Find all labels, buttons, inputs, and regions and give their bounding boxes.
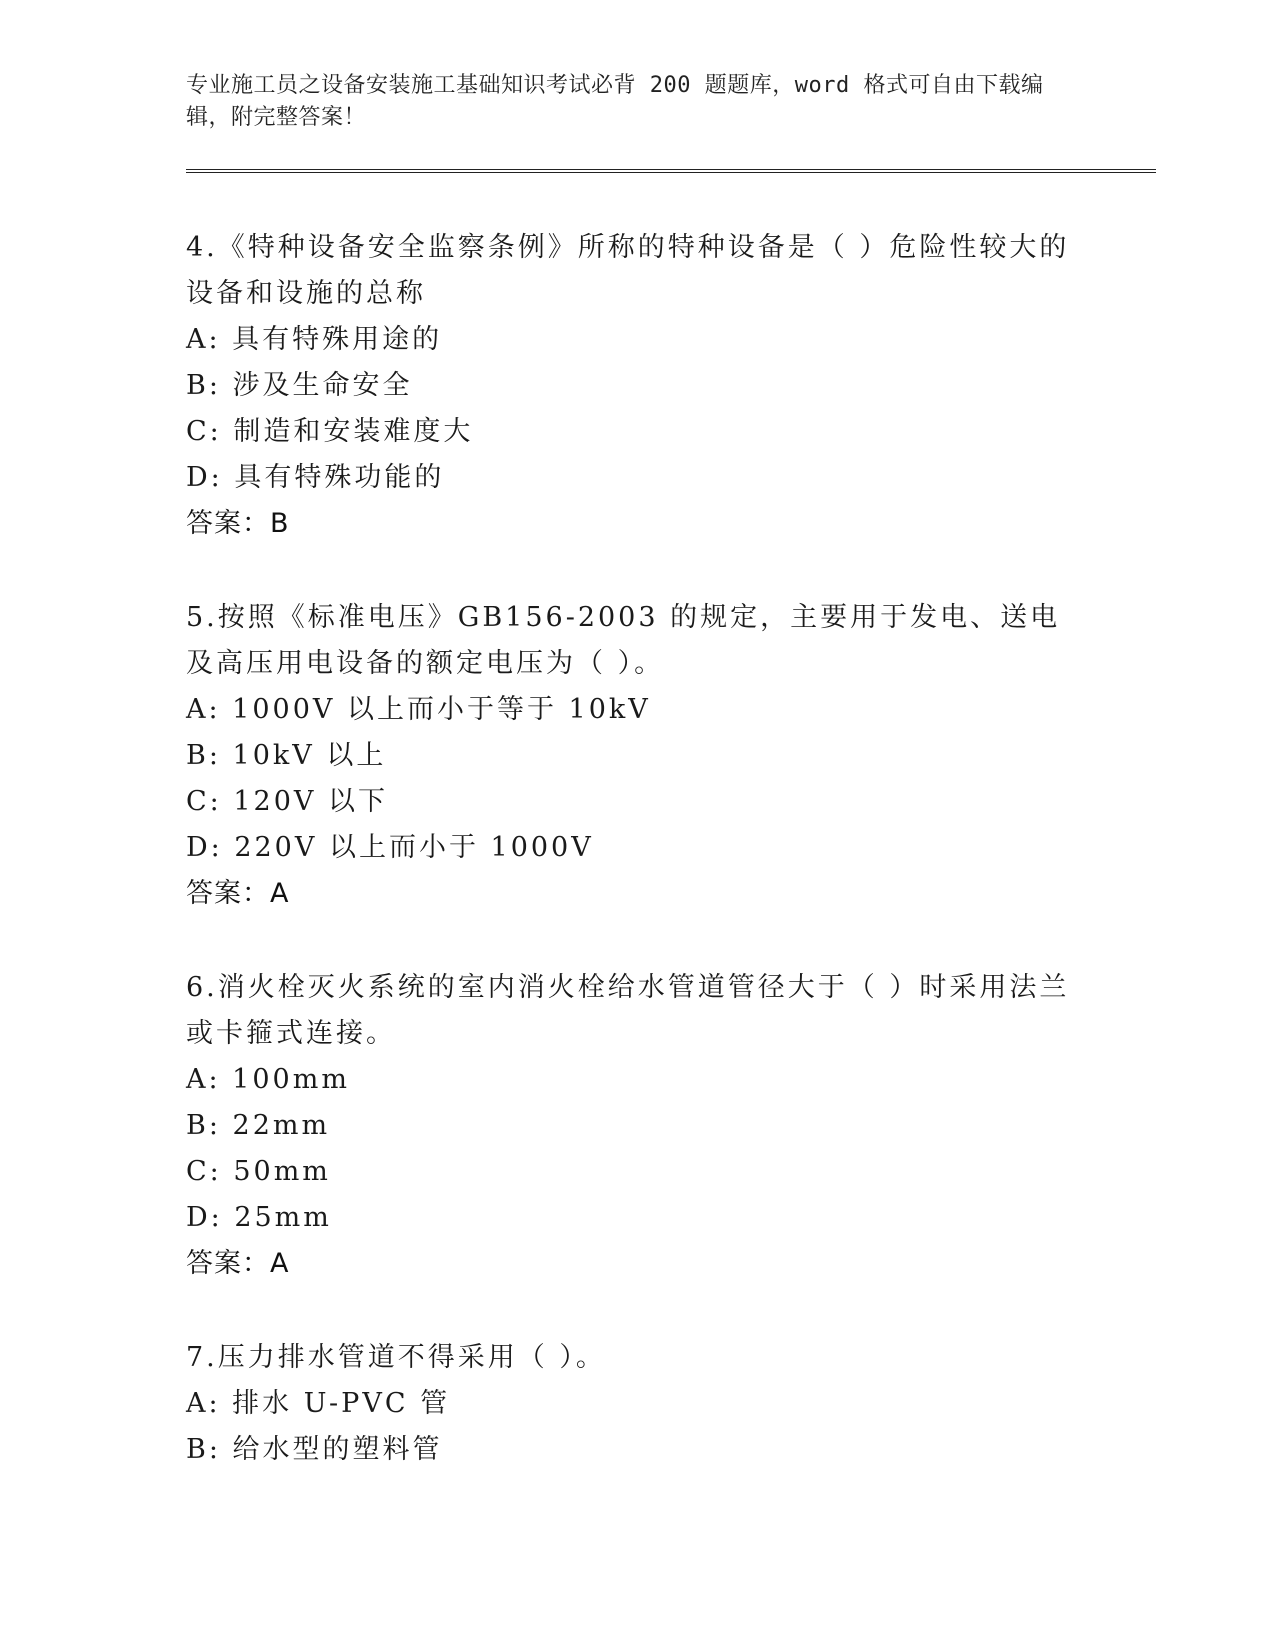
option-c: C: 50mm xyxy=(186,1156,331,1187)
option-d: D: 220V 以上而小于 1000V xyxy=(186,832,594,863)
question-stem: 4.《特种设备安全监察条例》所称的特种设备是（ ）危险性较大的设备和设施的总称 xyxy=(186,232,1070,309)
option-b: B: 10kV 以上 xyxy=(186,740,387,771)
option-a: A: 具有特殊用途的 xyxy=(186,324,443,355)
answer-label: 答案：A xyxy=(186,1248,290,1279)
option-b: B: 给水型的塑料管 xyxy=(186,1434,443,1465)
question-list xyxy=(186,225,1156,1473)
option-a: A: 1000V 以上而小于等于 10kV xyxy=(186,694,651,725)
question-stem: 6.消火栓灭火系统的室内消火栓给水管道管径大于（ ）时采用法兰或卡箍式连接。 xyxy=(186,972,1070,1049)
document-header: 专业施工员之设备安装施工基础知识考试必背 200 题题库，word 格式可自由下载编辑，附完整答案！ xyxy=(186,73,1044,130)
document-page xyxy=(186,70,1156,1521)
option-a: A: 100mm xyxy=(186,1064,350,1095)
question-stem: 5.按照《标准电压》GB156-2003 的规定，主要用于发电、送电及高压用电设备的额定电压为（ ）。 xyxy=(186,602,1061,679)
option-b: B: 涉及生命安全 xyxy=(186,370,413,401)
option-a: A: 排水 U-PVC 管 xyxy=(186,1388,451,1419)
answer-label: 答案：B xyxy=(186,508,290,539)
question-6 xyxy=(186,965,1156,1287)
header-divider xyxy=(186,169,1156,173)
question-5 xyxy=(186,595,1156,917)
option-c: C: 制造和安装难度大 xyxy=(186,416,474,447)
question-7 xyxy=(186,1335,1156,1473)
question-stem: 7.压力排水管道不得采用（ ）。 xyxy=(186,1342,606,1373)
option-d: D: 具有特殊功能的 xyxy=(186,462,445,493)
question-4 xyxy=(186,225,1156,547)
answer-label: 答案：A xyxy=(186,878,290,909)
option-d: D: 25mm xyxy=(186,1202,332,1233)
option-c: C: 120V 以下 xyxy=(186,786,388,817)
option-b: B: 22mm xyxy=(186,1110,331,1141)
